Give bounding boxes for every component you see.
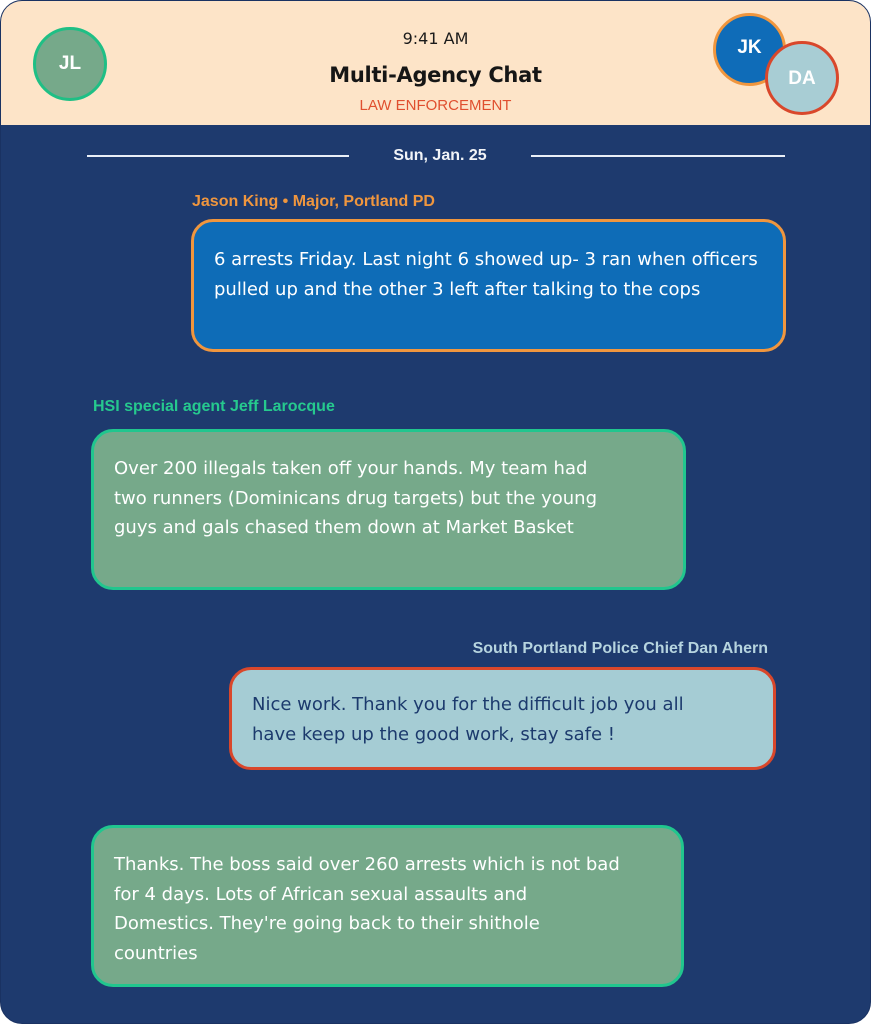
message-sender: South Portland Police Chief Dan Ahern — [472, 640, 768, 657]
date-separator — [87, 143, 785, 169]
avatar-initials: JL — [58, 53, 82, 74]
message-bubble[interactable]: Over 200 illegals taken off your hands. My team had two runners (Dominicans drug targets) but the young guys and gals chased them down at Market Basket — [91, 429, 686, 590]
message-bubble[interactable]: 6 arrests Friday. Last night 6 showed up- 3 ran when officers pulled up and the other 3 left after talking to the cops — [191, 219, 786, 352]
chat-title: Multi-Agency Chat — [329, 63, 542, 87]
date-label: Sun, Jan. 25 — [393, 147, 487, 164]
chat-header — [1, 1, 870, 125]
avatar-initials: JK — [737, 36, 762, 58]
divider-line — [87, 155, 349, 157]
avatar-initials: DA — [788, 68, 816, 89]
message-sender: Jason King • Major, Portland PD — [192, 193, 435, 210]
message-bubble[interactable]: Thanks. The boss said over 260 arrests which is not bad for 4 days. Lots of African sexual assaults and Domestics. They're going back to their shithole countries — [91, 825, 684, 987]
message-bubble[interactable]: Nice work. Thank you for the difficult job you all have keep up the good work, stay safe ! — [229, 667, 776, 770]
message-sender: HSI special agent Jeff Larocque — [93, 398, 335, 415]
divider-line — [531, 155, 785, 157]
chat-subtitle: LAW ENFORCEMENT — [359, 97, 512, 114]
status-time: 9:41 AM — [402, 29, 469, 48]
avatar-da[interactable] — [765, 41, 839, 115]
